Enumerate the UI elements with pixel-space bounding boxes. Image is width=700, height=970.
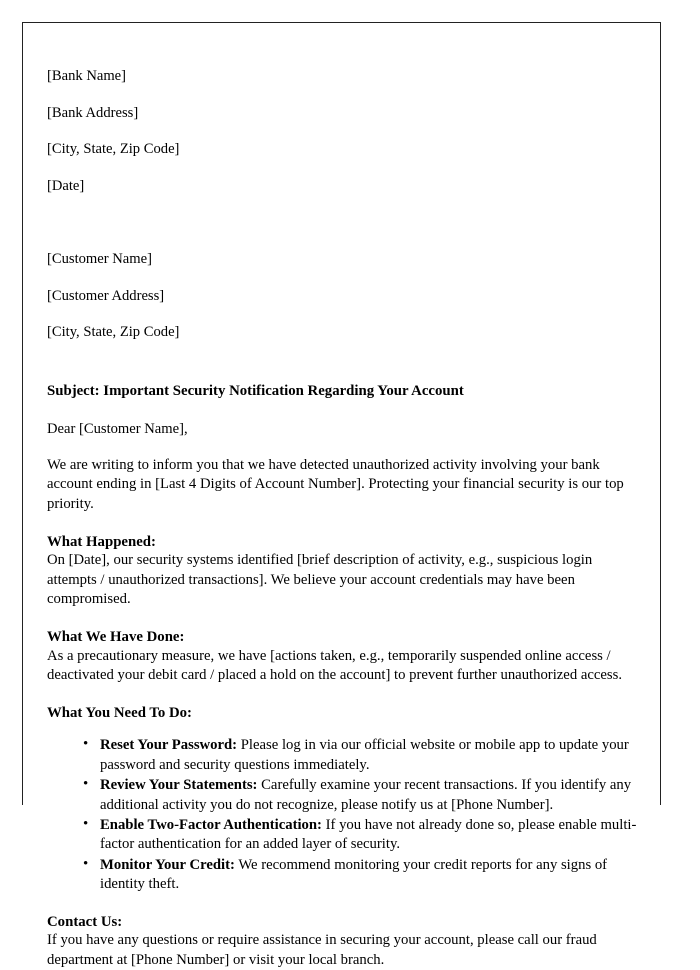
recipient-name: [Customer Name] — [47, 250, 152, 267]
salutation: Dear [Customer Name], — [47, 420, 188, 437]
subject-line: Subject: Important Security Notification Regarding Your Account — [47, 382, 464, 399]
recipient-address-block — [47, 232, 639, 360]
section-body-contact-us: If you have any questions or require assistance in securing your account, please call our fraud department at [Phone Number] or visit your local branch. — [47, 932, 597, 968]
section-heading-contact-us: Contact Us: — [47, 913, 123, 930]
sender-name: [Bank Name] — [47, 68, 127, 85]
section-heading-what-you-need-to-do: What You Need To Do: — [47, 704, 192, 721]
list-item — [87, 816, 639, 855]
sender-street: [Bank Address] — [47, 104, 139, 121]
list-item — [87, 736, 639, 775]
action-text: Please log in via our official website or mobile app to update your password and security questions immediately. — [100, 737, 629, 773]
action-text: If you have not already done so, please enable multi-factor authentication for an added layer of security. — [100, 816, 637, 853]
list-item — [87, 776, 639, 815]
section-heading-what-we-have-done: What We Have Done: — [47, 628, 185, 645]
action-label: Review Your Statements: — [100, 777, 258, 794]
document-page — [22, 22, 661, 968]
action-label: Reset Your Password: — [100, 737, 238, 754]
sender-address-block — [47, 49, 639, 214]
letter-date: [Date] — [47, 178, 85, 195]
recipient-city-state-zip: [City, State, Zip Code] — [47, 324, 180, 341]
section-heading-what-happened: What Happened: — [47, 533, 156, 550]
action-item-list — [47, 736, 639, 894]
recipient-street: [Customer Address] — [47, 287, 165, 304]
section-body-what-we-have-done: As a precautionary measure, we have [actions taken, e.g., temporarily suspended online access / deactivated your debit card / placed a hold on the account] to prevent further unauthorized access. — [47, 647, 623, 684]
list-item — [87, 856, 639, 895]
action-label: Enable Two-Factor Authentication: — [100, 816, 322, 833]
section-body-what-happened: On [Date], our security systems identified [brief description of activity, e.g., suspicious login attempts / unauthorized transactions]. We believe your account credentials may have been compromised. — [47, 552, 593, 608]
action-text: Carefully examine your recent transactions. If you identify any additional activity you do not recognize, please notify us at [Phone Number]. — [100, 777, 632, 813]
action-label: Monitor Your Credit: — [100, 856, 235, 873]
address-block-spacer — [47, 214, 639, 232]
action-text: We recommend monitoring your credit reports for any signs of identity theft. — [100, 856, 608, 893]
sender-city-state-zip: [City, State, Zip Code] — [47, 141, 180, 158]
letter-content — [47, 49, 639, 970]
intro-paragraph: We are writing to inform you that we have detected unauthorized activity involving your bank account ending in [Last 4 Digits of Account Number]. Protecting your financial security is our top priority. — [47, 456, 624, 512]
